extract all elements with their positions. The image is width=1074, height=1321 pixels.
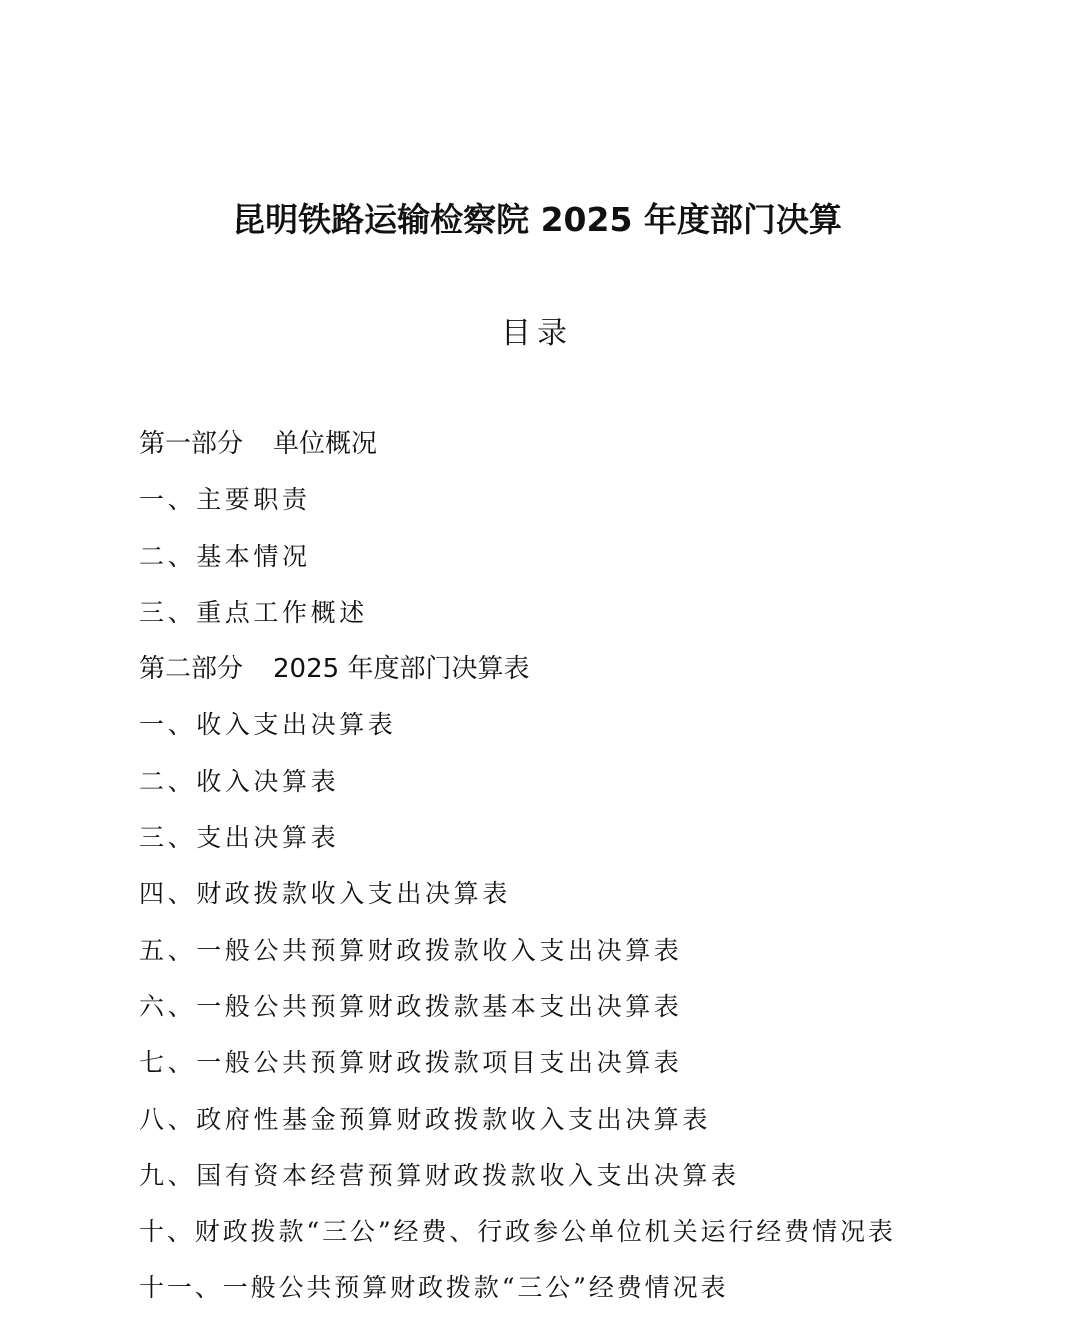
toc-part-label: 第二部分	[139, 654, 244, 685]
toc-item: 八、政府性基金预算财政拨款收入支出决算表	[139, 1104, 712, 1134]
toc-item: 二、基本情况	[139, 541, 311, 571]
toc-part-name: 单位概况	[273, 429, 378, 459]
toc-item: 三、支出决算表	[139, 823, 340, 853]
toc-item: 一、主要职责	[139, 485, 311, 515]
toc-item: 五、一般公共预算财政拨款收入支出决算表	[139, 935, 683, 965]
toc-part-1	[139, 420, 1049, 476]
table-of-contents	[139, 420, 1049, 1321]
toc-item: 十一、一般公共预算财政拨款“三公”经费情况表	[139, 1273, 729, 1303]
toc-part-2	[139, 645, 1049, 701]
toc-heading: 目录	[501, 316, 573, 351]
toc-item: 七、一般公共预算财政拨款项目支出决算表	[139, 1048, 683, 1078]
toc-item: 四、财政拨款收入支出决算表	[139, 879, 511, 909]
toc-item: 九、国有资本经营预算财政拨款收入支出决算表	[139, 1160, 740, 1190]
toc-item: 一、收入支出决算表	[139, 710, 397, 740]
toc-part-name: 2025 年度部门决算表	[273, 654, 530, 685]
toc-item: 六、一般公共预算财政拨款基本支出决算表	[139, 991, 683, 1021]
toc-item: 十、财政拨款“三公”经费、行政参公单位机关运行经费情况表	[139, 1217, 896, 1247]
toc-part-label: 第一部分	[139, 429, 244, 459]
toc-item: 二、收入决算表	[139, 766, 340, 796]
document-title: 昆明铁路运输检察院 2025 年度部门决算	[232, 200, 842, 239]
toc-item: 三、重点工作概述	[139, 597, 368, 627]
